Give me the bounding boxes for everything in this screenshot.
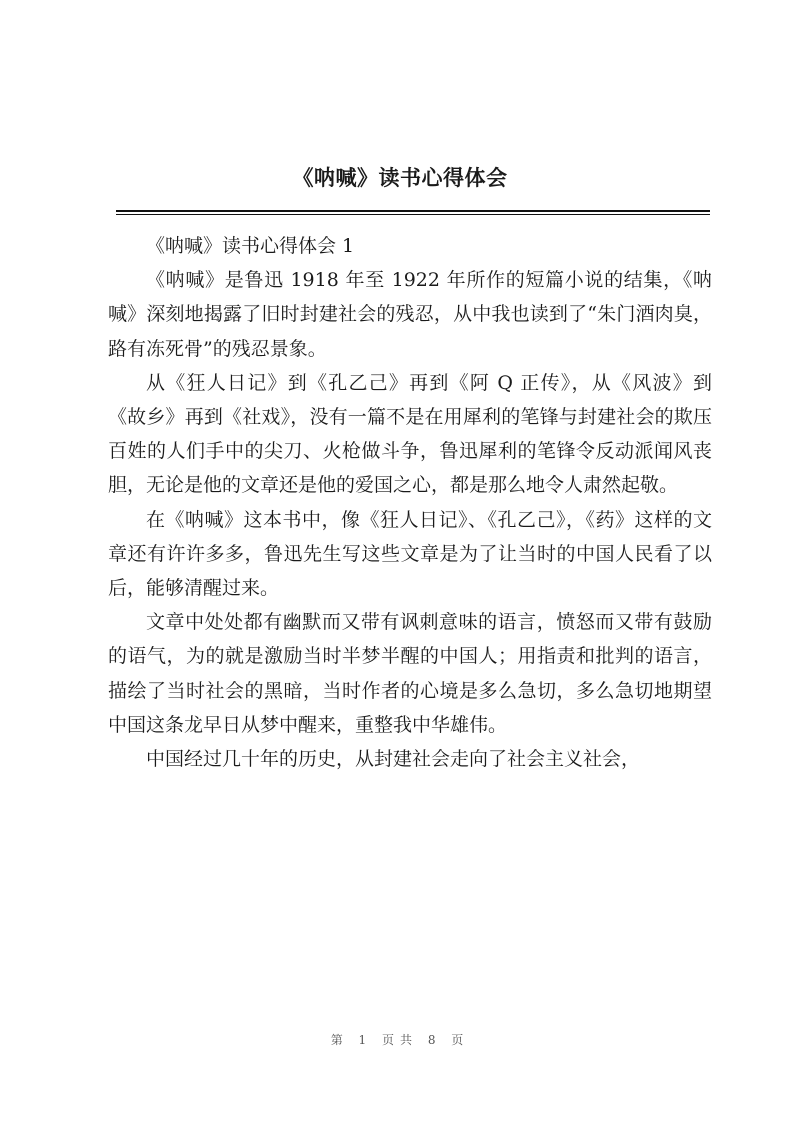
section-heading: 《呐喊》读书心得体会 1 xyxy=(146,235,355,257)
paragraph: 在《呐喊》这本书中，像《狂人日记》、《孔乙己》，《药》这样的文章还有许许多多，鲁迅先生写这些文章是为了让当时的中国人民看了以后，能够清醒过来。 xyxy=(108,508,712,600)
document-title: 《呐喊》读书心得体会 xyxy=(292,166,508,190)
page-number-footer: 第 1 页共 8 页 xyxy=(330,1033,470,1047)
paragraph: 《呐喊》是鲁迅 1918 年至 1922 年所作的短篇小说的结集，《呐喊》深刻地揭露了旧时封建社会的残忍，从中我也读到了“朱门酒肉臭，路有冻死骨”的残忍景象。 xyxy=(108,269,712,360)
title-divider-thin xyxy=(116,214,710,215)
paragraph: 中国经过几十年的历史，从封建社会走向了社会主义社会， xyxy=(146,748,641,771)
paragraph: 文章中处处都有幽默而又带有讽刺意味的语言，愤怒而又带有鼓励的语气，为的就是激励当时半梦半醒的中国人；用指责和批判的语言，描绘了当时社会的黑暗，当时作者的心境是多么急切，多么急切地期望中国这条龙早日从梦中醒来，重整我中华雄伟。 xyxy=(108,611,712,736)
document-body xyxy=(108,229,712,776)
paragraph: 从《狂人日记》到《孔乙己》再到《阿 Q 正传》，从《风波》到《故乡》再到《社戏》，没有一篇不是在用犀利的笔锋与封建社会的欺压百姓的人们手中的尖刀、火枪做斗争，鲁迅犀利的笔锋令反动派闻风丧胆，无论是他的文章还是他的爱国之心，都是那么地令人肃然起敬。 xyxy=(108,371,712,497)
title-divider-thick xyxy=(116,210,710,212)
